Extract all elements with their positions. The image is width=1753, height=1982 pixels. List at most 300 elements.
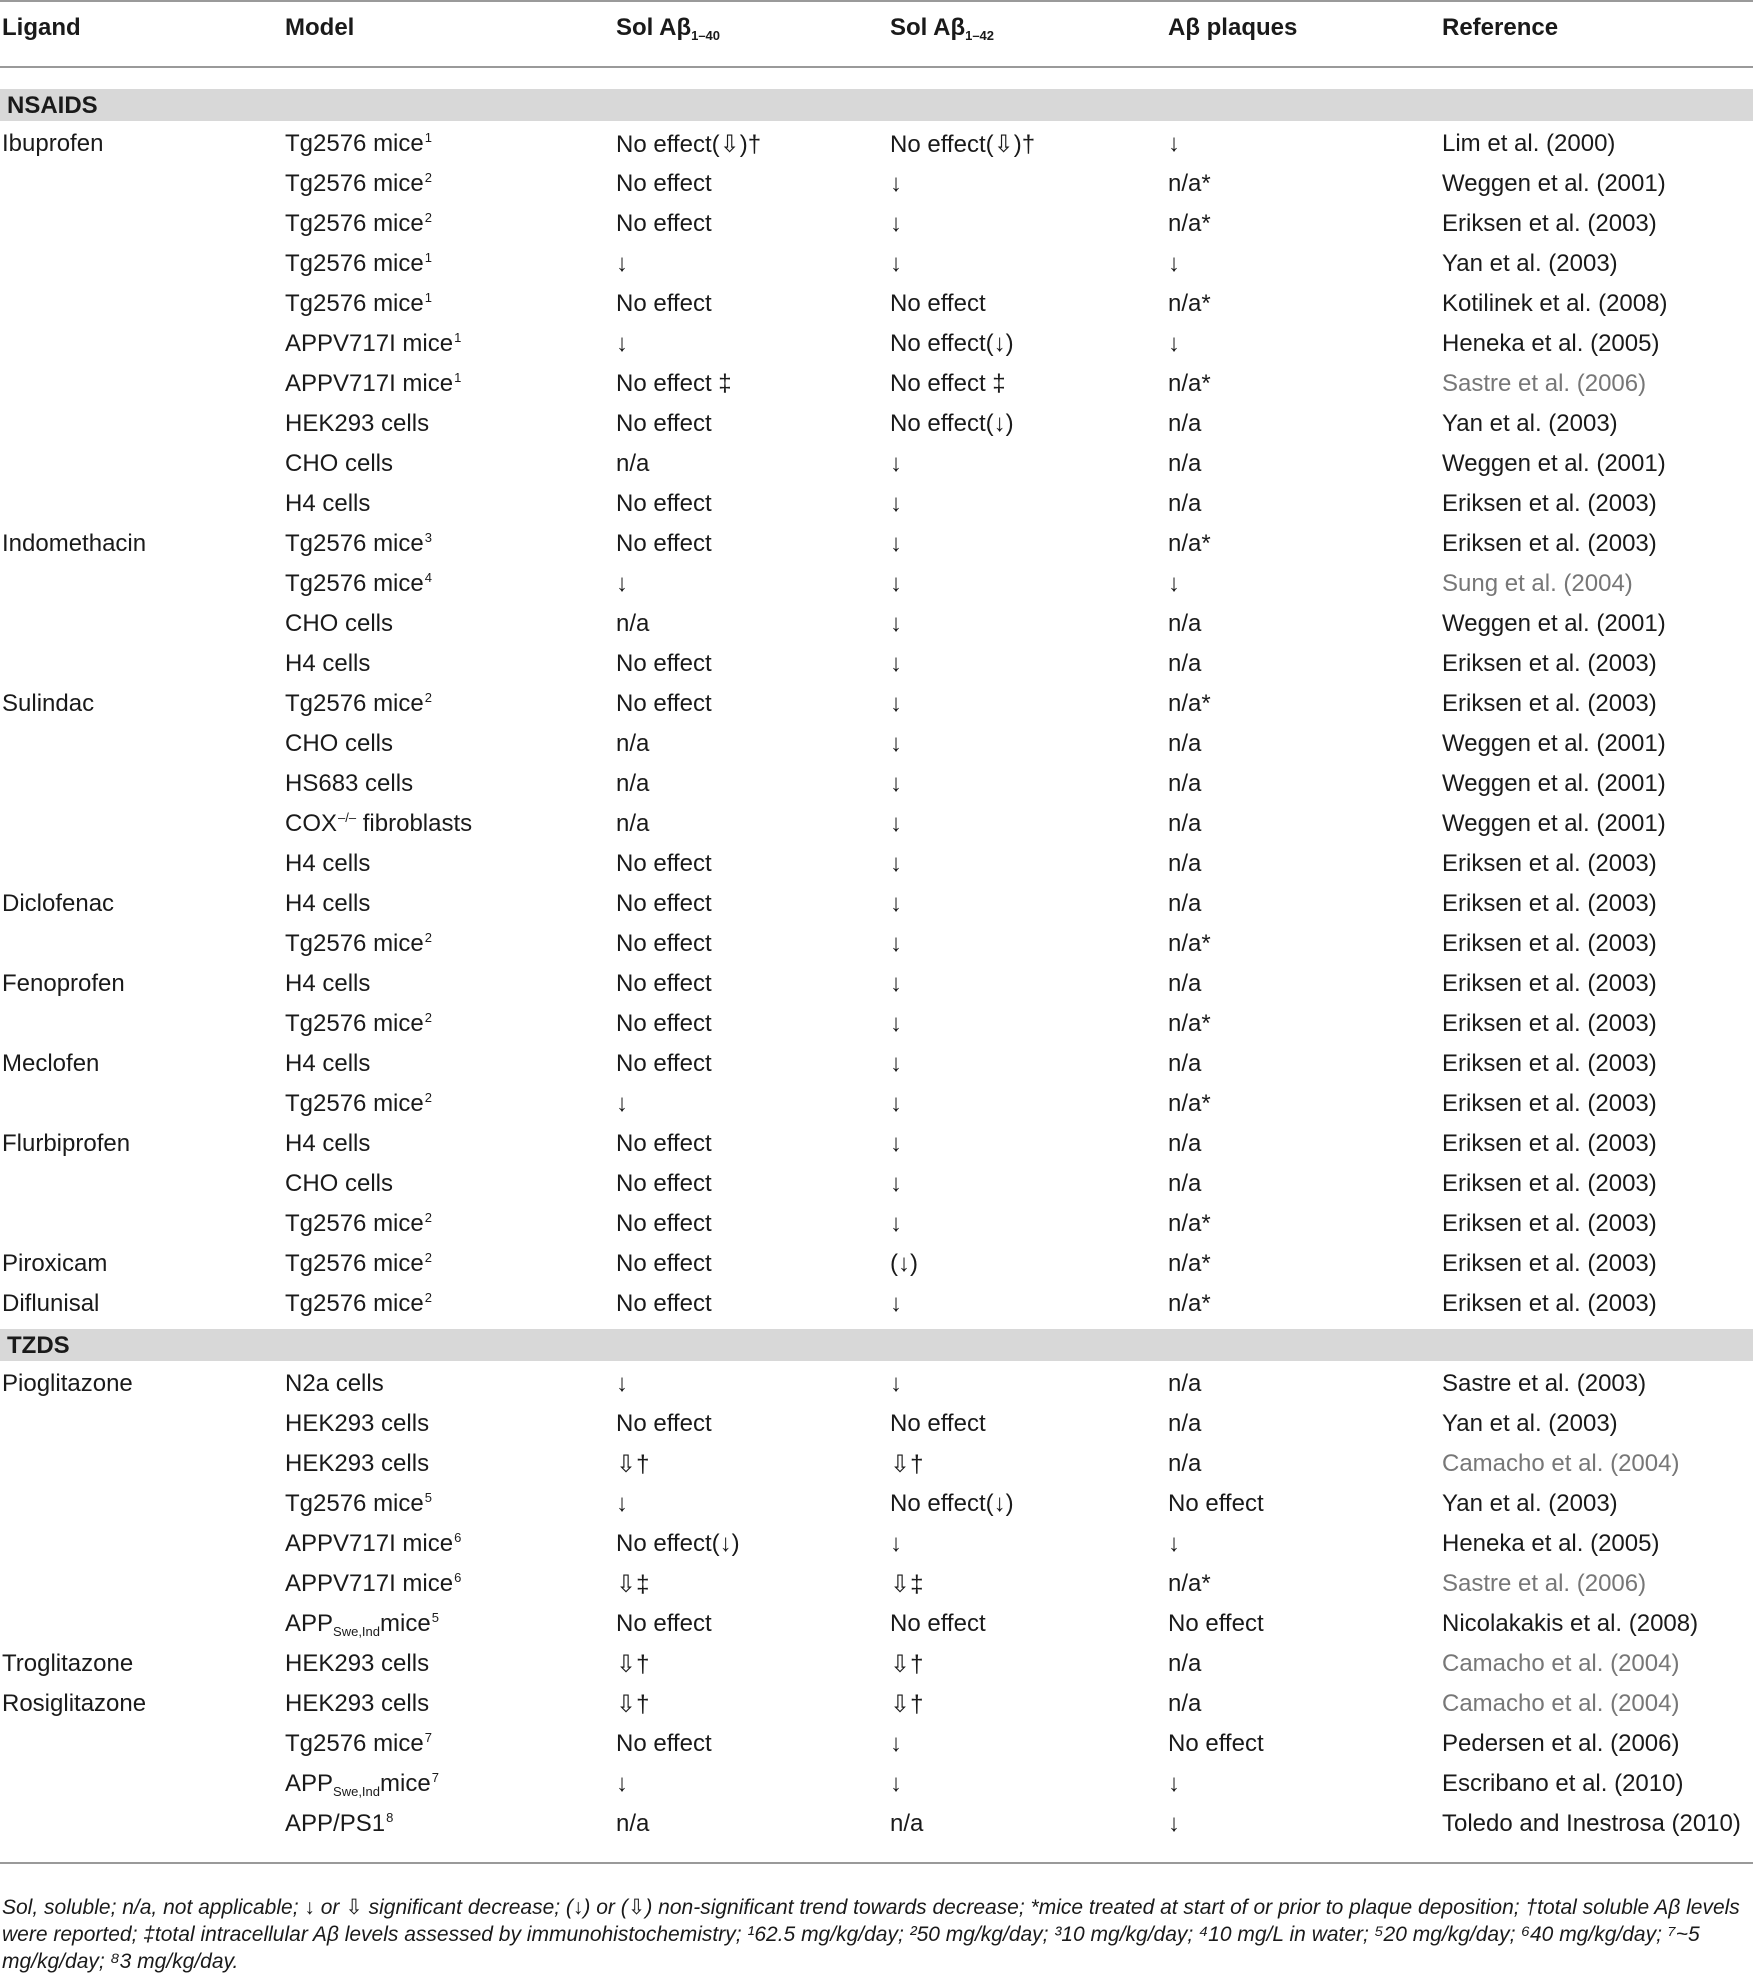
abeta-plaques-cell: n/a* xyxy=(1168,1570,1211,1597)
model-superscript: 2 xyxy=(424,170,432,185)
sol-abeta-42-cell: No effect xyxy=(890,1610,986,1637)
table-footnote: Sol, soluble; n/a, not applicable; ↓ or ⇩ significant decrease; (↓) or (⇩) non-significant trend towards decrease; *mice treated at start of or prior to plaque deposition; †total soluble Aβ levels were reported; ‡total intracellular Aβ levels assessed by immunohistochemistry; ¹62.5 mg/kg/day; ²50 mg/kg/day; ³10 mg/kg/day; ⁴10 mg/L in water; ⁵20 mg/kg/day; ⁶40 mg/kg/day; ⁷~5 mg/kg/day; ⁸3 mg/kg/day. xyxy=(2,1896,1740,1973)
model-text: HEK293 cells xyxy=(285,1410,430,1437)
model-text: Tg2576 mice xyxy=(285,130,424,157)
ligand-cell: Troglitazone xyxy=(2,1650,134,1677)
model-cell xyxy=(285,1210,432,1238)
sol-abeta-40-cell: No effect xyxy=(616,1730,712,1757)
abeta-plaques-cell: n/a xyxy=(1168,770,1202,797)
model-superscript: 1 xyxy=(424,250,432,265)
model-cell xyxy=(285,530,432,558)
reference-cell: Weggen et al. (2001) xyxy=(1442,730,1666,757)
sol-abeta-40-cell: n/a xyxy=(616,730,650,757)
model-text: HS683 cells xyxy=(285,770,414,797)
model-superscript: 5 xyxy=(431,1610,439,1625)
reference-cell: Eriksen et al. (2003) xyxy=(1442,530,1657,557)
sol-abeta-40-cell: No effect xyxy=(616,1250,712,1277)
sol-abeta-42-cell: ↓ xyxy=(890,250,902,277)
model-text: COX xyxy=(285,810,338,837)
abeta-plaques-cell: n/a* xyxy=(1168,930,1211,957)
reference-cell: Lim et al. (2000) xyxy=(1442,130,1616,157)
reference-cell: Heneka et al. (2005) xyxy=(1442,330,1660,357)
sol-abeta-40-cell: ↓ xyxy=(616,1090,628,1117)
ligand-cell: Pioglitazone xyxy=(2,1370,133,1397)
sol-abeta-42-cell: ↓ xyxy=(890,610,902,637)
table-row xyxy=(0,523,1753,563)
sol-abeta-42-cell: ↓ xyxy=(890,930,902,957)
top-rule xyxy=(0,0,1753,2)
model-cell xyxy=(285,610,393,638)
table-row xyxy=(0,363,1753,403)
table-row xyxy=(0,1563,1753,1603)
abeta-plaques-cell: ↓ xyxy=(1168,1530,1180,1557)
table-row xyxy=(0,483,1753,523)
header-sol-abeta-40: Sol $A\beta_{1-40}$ xyxy=(616,14,721,43)
sol-abeta-40-cell: No effect xyxy=(616,1170,712,1197)
table-row xyxy=(0,443,1753,483)
abeta-plaques-cell: n/a xyxy=(1168,450,1202,477)
model-superscript: 2 xyxy=(424,1250,432,1265)
sol-abeta-42-cell: No effect xyxy=(890,1410,986,1437)
sol-abeta-40-cell: No effect xyxy=(616,1290,712,1317)
table-row xyxy=(0,1403,1753,1443)
table-row xyxy=(0,1483,1753,1523)
reference-cell: Eriksen et al. (2003) xyxy=(1442,1250,1657,1277)
table-row xyxy=(0,883,1753,923)
ligand-cell: Diflunisal xyxy=(2,1290,100,1317)
abeta-plaques-cell: ↓ xyxy=(1168,130,1180,157)
sol-abeta-40-cell: No effect xyxy=(616,690,712,717)
model-cell xyxy=(285,450,393,478)
model-superscript: 2 xyxy=(424,1210,432,1225)
sol-abeta-42-cell: ↓ xyxy=(890,1010,902,1037)
model-text: APP xyxy=(285,1770,334,1797)
abeta-plaques-cell: No effect xyxy=(1168,1610,1264,1637)
abeta-plaques-cell: n/a* xyxy=(1168,1290,1211,1317)
model-cell xyxy=(285,730,393,758)
reference-cell: Toledo and Inestrosa (2010) xyxy=(1442,1810,1741,1837)
abeta-plaques-cell: n/a xyxy=(1168,970,1202,997)
model-text: Tg2576 mice xyxy=(285,250,424,277)
model-text-after: mice xyxy=(380,1770,431,1797)
model-text: HEK293 cells xyxy=(285,1690,430,1717)
reference-cell: Kotilinek et al. (2008) xyxy=(1442,290,1668,317)
model-text: APP/PS1 xyxy=(285,1810,386,1837)
sol-abeta-42-cell: ↓ xyxy=(890,1370,902,1397)
sol-abeta-40-cell: No effect xyxy=(616,1410,712,1437)
sol-abeta-42-cell: ↓ xyxy=(890,850,902,877)
abeta-plaques-cell: n/a xyxy=(1168,1690,1202,1717)
reference-cell: Eriksen et al. (2003) xyxy=(1442,850,1657,877)
reference-cell: Weggen et al. (2001) xyxy=(1442,770,1666,797)
table-row xyxy=(0,1803,1753,1843)
model-text: H4 cells xyxy=(285,1050,371,1077)
table-row xyxy=(0,803,1753,843)
abeta-plaques-cell: n/a xyxy=(1168,1450,1202,1477)
model-superscript: 5 xyxy=(424,1490,432,1505)
table-row xyxy=(0,203,1753,243)
header-abeta-plaques: Aβ plaques xyxy=(1168,14,1298,41)
model-text: Tg2576 mice xyxy=(285,530,424,557)
reference-cell: Eriksen et al. (2003) xyxy=(1442,1090,1657,1117)
sol-abeta-42-cell: ↓ xyxy=(890,890,902,917)
sol-abeta-42-cell: ↓ xyxy=(890,650,902,677)
sol-abeta-40-cell: ↓ xyxy=(616,330,628,357)
model-cell xyxy=(285,1570,461,1598)
sol-abeta-42-cell: ↓ xyxy=(890,1170,902,1197)
abeta-plaques-cell: ↓ xyxy=(1168,1810,1180,1837)
reference-cell: Yan et al. (2003) xyxy=(1442,410,1618,437)
model-text: CHO cells xyxy=(285,730,394,757)
model-text: H4 cells xyxy=(285,890,371,917)
model-cell xyxy=(285,850,370,878)
section-title: NSAIDS xyxy=(7,92,98,119)
model-cell xyxy=(285,490,370,518)
model-text: N2a cells xyxy=(285,1370,384,1397)
model-cell xyxy=(285,1050,370,1078)
model-text: Tg2576 mice xyxy=(285,1010,424,1037)
model-superscript: 2 xyxy=(424,1010,432,1025)
nsaids-rows xyxy=(0,123,1753,1323)
abeta-plaques-cell: n/a* xyxy=(1168,290,1211,317)
sol-abeta-40-cell: No effect xyxy=(616,1610,712,1637)
model-text: APPV717I mice xyxy=(285,1570,454,1597)
reference-cell: Eriksen et al. (2003) xyxy=(1442,1050,1657,1077)
sol-abeta-42-cell: ↓ xyxy=(890,690,902,717)
model-cell xyxy=(285,1010,432,1038)
abeta-plaques-cell: n/a* xyxy=(1168,1210,1211,1237)
table-row xyxy=(0,603,1753,643)
model-text: Tg2576 mice xyxy=(285,290,424,317)
model-superscript: 4 xyxy=(424,570,432,585)
table-row xyxy=(0,1443,1753,1483)
model-cell xyxy=(285,330,461,358)
table-row xyxy=(0,243,1753,283)
ligand-cell: Flurbiprofen xyxy=(2,1130,131,1157)
model-superscript: –/– xyxy=(338,810,357,825)
model-text: CHO cells xyxy=(285,1170,394,1197)
table-row xyxy=(0,1203,1753,1243)
reference-cell: Camacho et al. (2004) xyxy=(1442,1650,1680,1677)
sol-abeta-40-cell: No effect xyxy=(616,410,712,437)
model-superscript: 2 xyxy=(424,690,432,705)
abeta-plaques-cell: n/a xyxy=(1168,1650,1202,1677)
abeta-plaques-cell: n/a xyxy=(1168,1050,1202,1077)
sol-abeta-40-cell: No effect xyxy=(616,290,712,317)
sol-abeta-42-cell: (↓) xyxy=(890,1250,918,1277)
table-row xyxy=(0,323,1753,363)
table-row xyxy=(0,1283,1753,1323)
table-row xyxy=(0,1043,1753,1083)
reference-cell: Weggen et al. (2001) xyxy=(1442,810,1666,837)
model-subscript: Swe,Ind xyxy=(333,1624,381,1639)
model-cell xyxy=(285,1690,429,1718)
header-model: Model xyxy=(285,14,355,41)
abeta-plaques-cell: n/a* xyxy=(1168,1010,1211,1037)
sol-abeta-40-cell: ⇩† xyxy=(616,1691,650,1718)
reference-cell: Eriksen et al. (2003) xyxy=(1442,1290,1657,1317)
reference-cell: Escribano et al. (2010) xyxy=(1442,1770,1684,1797)
ligand-cell: Sulindac xyxy=(2,690,95,717)
header-reference: Reference xyxy=(1442,14,1559,41)
sol-abeta-40-cell: ↓ xyxy=(616,1490,628,1517)
table-row xyxy=(0,923,1753,963)
model-cell xyxy=(285,1450,429,1478)
model-superscript: 1 xyxy=(424,290,432,305)
abeta-plaques-cell: n/a* xyxy=(1168,210,1211,237)
section-tzds xyxy=(0,1329,1753,1361)
model-cell xyxy=(285,1490,432,1518)
sol-abeta-40-cell: ⇩† xyxy=(616,1651,650,1678)
sol-abeta-40-cell: No effect(⇩)† xyxy=(616,131,762,158)
model-text: HEK293 cells xyxy=(285,1450,430,1477)
model-cell xyxy=(285,1810,393,1838)
sol-abeta-42-cell: ⇩† xyxy=(890,1651,924,1678)
abeta-plaques-cell: n/a* xyxy=(1168,1250,1211,1277)
reference-cell: Weggen et al. (2001) xyxy=(1442,610,1666,637)
model-text: Tg2576 mice xyxy=(285,1490,424,1517)
bottom-rule xyxy=(0,1862,1753,1864)
abeta-plaques-cell: n/a xyxy=(1168,1130,1202,1157)
table-row xyxy=(0,1163,1753,1203)
ligand-cell: Fenoprofen xyxy=(2,970,125,997)
section-title: TZDS xyxy=(7,1332,70,1359)
model-text: Tg2576 mice xyxy=(285,210,424,237)
reference-cell: Eriksen et al. (2003) xyxy=(1442,1010,1657,1037)
reference-cell: Eriksen et al. (2003) xyxy=(1442,210,1657,237)
table-row xyxy=(0,563,1753,603)
sol-abeta-42-cell: ↓ xyxy=(890,1770,902,1797)
table-row xyxy=(0,1523,1753,1563)
model-text: Tg2576 mice xyxy=(285,170,424,197)
table-row xyxy=(0,1123,1753,1163)
model-text: Tg2576 mice xyxy=(285,1210,424,1237)
table-row xyxy=(0,1363,1753,1403)
ligand-cell: Diclofenac xyxy=(2,890,115,917)
section-nsaids xyxy=(0,89,1753,121)
reference-cell: Sastre et al. (2006) xyxy=(1442,370,1647,397)
model-text: HEK293 cells xyxy=(285,1650,430,1677)
reference-cell: Eriksen et al. (2003) xyxy=(1442,930,1657,957)
table-row xyxy=(0,963,1753,1003)
sol-abeta-40-cell: No effect xyxy=(616,1130,712,1157)
reference-cell: Nicolakakis et al. (2008) xyxy=(1442,1610,1699,1637)
model-text: H4 cells xyxy=(285,970,371,997)
sol-abeta-42-cell: ↓ xyxy=(890,1130,902,1157)
ligand-cell: Meclofen xyxy=(2,1050,100,1077)
sol-abeta-40-cell: No effect xyxy=(616,650,712,677)
model-superscript: 8 xyxy=(386,1810,394,1825)
model-cell xyxy=(285,130,432,158)
reference-cell: Pedersen et al. (2006) xyxy=(1442,1730,1680,1757)
sol-abeta-40-cell: No effect xyxy=(616,1050,712,1077)
reference-cell: Eriksen et al. (2003) xyxy=(1442,490,1657,517)
model-cell xyxy=(285,250,432,278)
model-text: H4 cells xyxy=(285,650,371,677)
model-superscript: 6 xyxy=(454,1530,462,1545)
model-text: H4 cells xyxy=(285,1130,371,1157)
table-row xyxy=(0,1603,1753,1643)
model-cell xyxy=(285,290,432,318)
model-cell xyxy=(285,1130,370,1158)
sol-abeta-42-cell: No effect(↓) xyxy=(890,1490,1014,1517)
sol-abeta-42-cell: ↓ xyxy=(890,1210,902,1237)
model-superscript: 6 xyxy=(454,1570,462,1585)
abeta-plaques-cell: n/a xyxy=(1168,610,1202,637)
ligand-cell: Rosiglitazone xyxy=(2,1690,147,1717)
reference-cell: Eriksen et al. (2003) xyxy=(1442,970,1657,997)
abeta-plaques-cell: n/a* xyxy=(1168,1090,1211,1117)
abeta-plaques-cell: ↓ xyxy=(1168,250,1180,277)
model-cell xyxy=(285,1730,432,1758)
table-row xyxy=(0,1643,1753,1683)
model-cell xyxy=(285,370,461,398)
sol-abeta-40-cell: ⇩‡ xyxy=(616,1571,650,1598)
table-row xyxy=(0,1003,1753,1043)
model-cell xyxy=(285,1770,439,1799)
table-row xyxy=(0,643,1753,683)
sol-abeta-40-cell: No effect xyxy=(616,530,712,557)
reference-cell: Sastre et al. (2006) xyxy=(1442,1570,1647,1597)
reference-cell: Yan et al. (2003) xyxy=(1442,1410,1618,1437)
model-text: CHO cells xyxy=(285,450,394,477)
model-superscript: 3 xyxy=(424,530,432,545)
table-row xyxy=(0,1763,1753,1803)
model-superscript: 2 xyxy=(424,930,432,945)
model-superscript: 1 xyxy=(424,130,432,145)
sol-abeta-40-cell: ↓ xyxy=(616,1370,628,1397)
reference-cell: Weggen et al. (2001) xyxy=(1442,170,1666,197)
sol-abeta-42-cell: n/a xyxy=(890,1810,924,1837)
table-row xyxy=(0,763,1753,803)
reference-cell: Yan et al. (2003) xyxy=(1442,1490,1618,1517)
sol-abeta-40-cell: n/a xyxy=(616,450,650,477)
model-superscript: 2 xyxy=(424,1290,432,1305)
model-cell xyxy=(285,1250,432,1278)
sol-abeta-42-cell: ↓ xyxy=(890,170,902,197)
model-cell xyxy=(285,570,432,598)
model-superscript: 7 xyxy=(431,1770,439,1785)
model-text: APP xyxy=(285,1610,334,1637)
sol-abeta-42-cell: ↓ xyxy=(890,530,902,557)
model-cell xyxy=(285,1530,461,1558)
sol-abeta-40-cell: n/a xyxy=(616,770,650,797)
model-text: Tg2576 mice xyxy=(285,1730,424,1757)
sol-abeta-42-cell: ↓ xyxy=(890,1050,902,1077)
abeta-plaques-cell: n/a xyxy=(1168,730,1202,757)
table-row xyxy=(0,843,1753,883)
model-text: Tg2576 mice xyxy=(285,930,424,957)
model-text: HEK293 cells xyxy=(285,410,430,437)
model-cell xyxy=(285,170,432,198)
sol-abeta-42-cell: ↓ xyxy=(890,770,902,797)
sol-abeta-40-cell: No effect xyxy=(616,1010,712,1037)
sol-abeta-40-cell: No effect xyxy=(616,490,712,517)
sol-abeta-40-cell: n/a xyxy=(616,610,650,637)
model-text: APPV717I mice xyxy=(285,370,454,397)
table-row xyxy=(0,283,1753,323)
abeta-plaques-cell: n/a xyxy=(1168,1410,1202,1437)
reference-cell: Sung et al. (2004) xyxy=(1442,570,1633,597)
model-text: Tg2576 mice xyxy=(285,690,424,717)
sol-abeta-40-cell: No effect ‡ xyxy=(616,370,732,397)
model-text: Tg2576 mice xyxy=(285,1250,424,1277)
ligand-cell: Indomethacin xyxy=(2,530,147,557)
reference-cell: Camacho et al. (2004) xyxy=(1442,1690,1680,1717)
model-superscript: 1 xyxy=(454,330,462,345)
sol-abeta-42-cell: ↓ xyxy=(890,1290,902,1317)
sol-abeta-40-cell: No effect xyxy=(616,930,712,957)
sol-abeta-42-cell: ⇩† xyxy=(890,1691,924,1718)
model-subscript: Swe,Ind xyxy=(333,1784,381,1799)
header-sol-abeta-42: Sol $A\beta_{1-42}$ xyxy=(890,14,995,43)
model-cell xyxy=(285,210,432,238)
sol-abeta-40-cell: n/a xyxy=(616,1810,650,1837)
model-cell xyxy=(285,650,370,678)
sol-abeta-40-cell: ↓ xyxy=(616,250,628,277)
model-text: Tg2576 mice xyxy=(285,1090,424,1117)
model-superscript: 1 xyxy=(454,370,462,385)
sol-abeta-40-cell: No effect xyxy=(616,890,712,917)
abeta-plaques-cell: n/a* xyxy=(1168,370,1211,397)
sol-abeta-42-cell: No effect(⇩)† xyxy=(890,131,1036,158)
abeta-plaques-cell: n/a xyxy=(1168,810,1202,837)
model-superscript: 2 xyxy=(424,1090,432,1105)
model-text: APPV717I mice xyxy=(285,1530,454,1557)
table-row xyxy=(0,1723,1753,1763)
model-text: H4 cells xyxy=(285,850,371,877)
abeta-plaques-cell: ↓ xyxy=(1168,570,1180,597)
table-row xyxy=(0,123,1753,163)
header-rule xyxy=(0,66,1753,68)
table-row xyxy=(0,1243,1753,1283)
sol-abeta-40-cell: ↓ xyxy=(616,1770,628,1797)
reference-cell: Heneka et al. (2005) xyxy=(1442,1530,1660,1557)
sol-abeta-40-cell: n/a xyxy=(616,810,650,837)
model-cell xyxy=(285,770,413,798)
sol-abeta-42-cell: No effect(↓) xyxy=(890,330,1014,357)
abeta-plaques-cell: n/a xyxy=(1168,650,1202,677)
model-superscript: 7 xyxy=(424,1730,432,1745)
model-cell xyxy=(285,690,432,718)
ligand-cell: Piroxicam xyxy=(2,1250,108,1277)
sol-abeta-42-cell: ↓ xyxy=(890,1530,902,1557)
abeta-plaques-cell: ↓ xyxy=(1168,330,1180,357)
reference-cell: Eriksen et al. (2003) xyxy=(1442,690,1657,717)
table-row xyxy=(0,1683,1753,1723)
sol-abeta-40-cell: ↓ xyxy=(616,570,628,597)
sol-abeta-42-cell: ↓ xyxy=(890,970,902,997)
reference-cell: Weggen et al. (2001) xyxy=(1442,450,1666,477)
model-cell xyxy=(285,930,432,958)
model-cell xyxy=(285,1290,432,1318)
model-text: APPV717I mice xyxy=(285,330,454,357)
reference-cell: Eriksen et al. (2003) xyxy=(1442,1170,1657,1197)
reference-cell: Eriksen et al. (2003) xyxy=(1442,1130,1657,1157)
reference-cell: Yan et al. (2003) xyxy=(1442,250,1618,277)
model-text: Tg2576 mice xyxy=(285,570,424,597)
sol-abeta-40-cell: No effect xyxy=(616,850,712,877)
model-text-after: mice xyxy=(380,1610,431,1637)
abeta-plaques-cell: n/a* xyxy=(1168,690,1211,717)
abeta-plaques-cell: n/a* xyxy=(1168,530,1211,557)
model-cell xyxy=(285,1170,393,1198)
sol-abeta-42-cell: ↓ xyxy=(890,1730,902,1757)
abeta-plaques-cell: No effect xyxy=(1168,1490,1264,1517)
reference-cell: Eriksen et al. (2003) xyxy=(1442,890,1657,917)
model-text: Tg2576 mice xyxy=(285,1290,424,1317)
abeta-plaques-cell: ↓ xyxy=(1168,1770,1180,1797)
